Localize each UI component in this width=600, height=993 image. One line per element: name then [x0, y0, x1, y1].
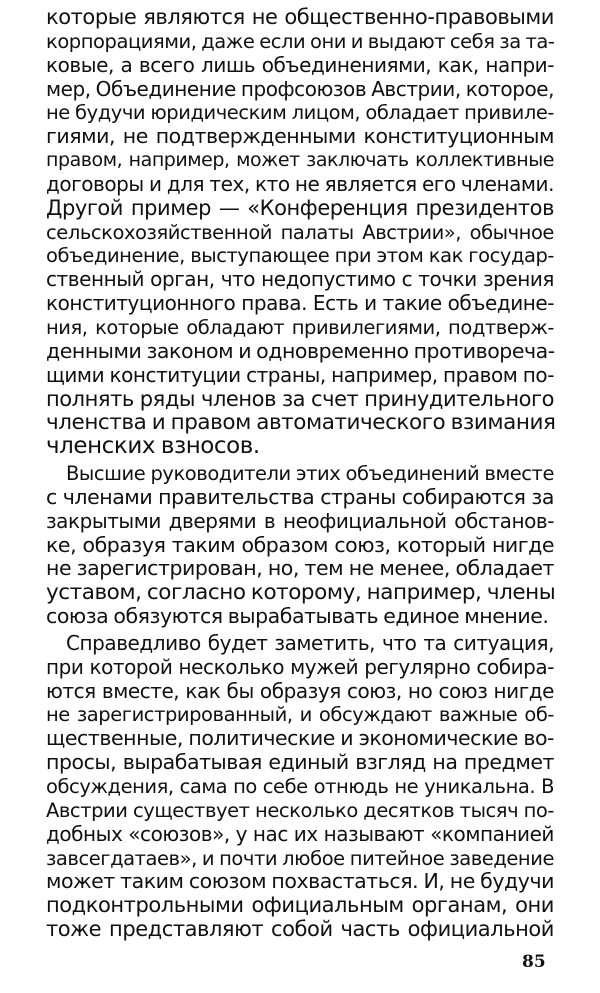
text-line: обсуждения, сама по себе отнюдь не уникальна. В — [46, 775, 554, 798]
text-line: не будучи юридическим лицом, обладает привиле- — [46, 101, 554, 125]
text-line: Другой пример — «Конференция президентов — [46, 195, 554, 220]
text-line: союза обязуются вырабатывать единое мнение. — [46, 604, 549, 629]
text-line: уставом, согласно которому, например, члены — [46, 580, 556, 606]
text-line: полнять ряды членов за счет принудительного — [46, 386, 554, 411]
text-line: при которой несколько мужей регулярно собира- — [46, 654, 554, 679]
text-line: конституционного права. Есть и такие объедине- — [46, 291, 554, 316]
paragraph — [46, 462, 554, 629]
text-line: Австрии существует несколько десятков тысяч по- — [46, 798, 554, 822]
text-line: Справедливо будет заметить, что та ситуация, — [66, 630, 554, 655]
paragraph — [46, 6, 554, 459]
text-line: договоры и для тех, кто не является его членами. — [46, 171, 554, 196]
page-number: 85 — [522, 952, 546, 972]
text-line: не зарегистрированный, и обсуждают важные об- — [46, 703, 554, 727]
text-line: добных «союзов», у нас их называют «компанией — [46, 821, 554, 846]
text-line: членства и правом автоматического взимания — [46, 410, 556, 436]
paragraph — [46, 632, 554, 942]
text-line: с членами правительства страны собираются за — [46, 484, 554, 509]
text-line: денными законом и одновременно противореча- — [46, 338, 555, 363]
text-line: мер, Объединение профсоюзов Австрии, которое, — [46, 76, 554, 101]
text-line: которые являются не общественно-правовыми — [46, 5, 554, 29]
text-line: ния, которые обладают привилегиями, подтверж- — [46, 315, 554, 339]
body-text — [46, 6, 554, 942]
text-line: объединение, выступающее при этом как государ- — [46, 244, 554, 268]
text-line: членских взносов. — [46, 433, 260, 460]
text-line: ются вместе, как бы образуя союз, но союз нигде — [46, 678, 554, 703]
text-line: ственный орган, что недопустимо с точки зрения — [46, 267, 554, 292]
text-line: Высшие руководители этих объединений вместе — [66, 462, 554, 486]
text-line: завсегдатаев», и почти любое питейное заведение — [46, 846, 554, 870]
text-line: подконтрольными официальным органам, они — [46, 893, 554, 918]
text-line: щими конституции страны, например, правом по- — [46, 362, 554, 387]
text-line: щественные, политические и экономические во- — [46, 726, 554, 751]
text-line: может таким союзом похвастаться. И, не будучи — [46, 869, 554, 894]
text-line: корпорациями, даже если они и выдают себя за та- — [46, 29, 555, 53]
text-line: закрытыми дверями в неофициальной обстанов- — [46, 508, 554, 533]
text-line: сельскохозяйственной палаты Австрии», обычное — [46, 220, 554, 244]
text-line: просы, вырабатывая единый взгляд на предмет — [46, 750, 554, 775]
text-line: не зарегистрирован, но, тем не менее, обладает — [46, 556, 554, 581]
text-line: ке, образуя таким образом союз, который нигде — [46, 532, 554, 557]
text-line: правом, например, может заключать коллективные — [46, 149, 554, 172]
text-line: тоже представляют собой часть официальной — [46, 917, 554, 942]
text-line: гиями, не подтвержденными конституционным — [46, 124, 554, 149]
text-line: ковые, а всего лишь объединениями, как, напри- — [46, 52, 554, 77]
